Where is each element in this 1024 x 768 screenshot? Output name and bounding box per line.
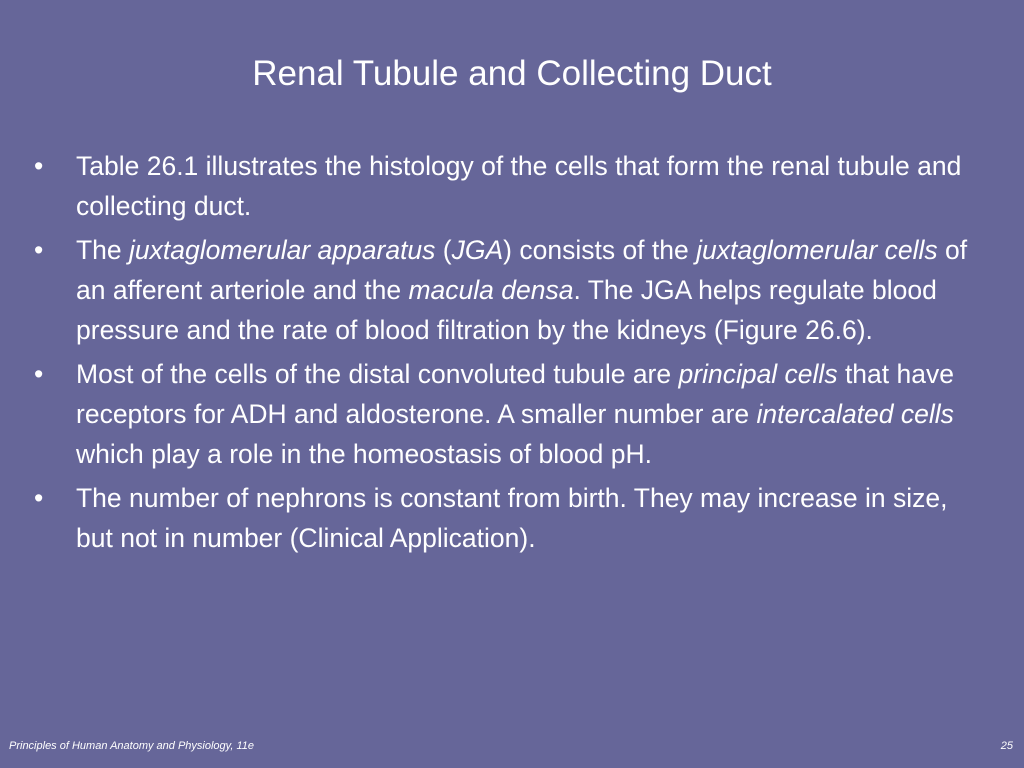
- italic-term: JGA: [451, 235, 504, 265]
- italic-term: intercalated cells: [756, 399, 954, 429]
- slide-title: Renal Tubule and Collecting Duct: [252, 54, 772, 93]
- italic-term: juxtaglomerular apparatus: [129, 235, 436, 265]
- bullet-dot-icon: •: [34, 235, 44, 265]
- text-run: Most of the cells of the distal convoluted tubule are: [76, 359, 679, 389]
- text-run: that have receptors for ADH and aldosterone. A smaller number are: [76, 359, 954, 429]
- bullet-item: [28, 146, 990, 226]
- bullet-text: [76, 235, 967, 345]
- bullet-text: [76, 483, 947, 553]
- italic-term: principal cells: [678, 359, 838, 389]
- footer-source: Principles of Human Anatomy and Physiology, 11e: [9, 740, 254, 752]
- text-run: ) consists of the: [503, 235, 697, 265]
- bullet-dot-icon: •: [34, 359, 44, 389]
- bullet-item: [28, 354, 990, 474]
- bullet-list: [28, 146, 990, 562]
- italic-term: macula densa: [408, 275, 574, 305]
- text-run: Table 26.1 illustrates the histology of the cells that form the renal tubule and collecting duct.: [76, 151, 962, 221]
- bullet-item: [28, 230, 990, 350]
- text-run: The: [76, 235, 130, 265]
- text-run: (: [435, 235, 452, 265]
- bullet-dot-icon: •: [34, 151, 44, 181]
- text-run: which play a role in the homeostasis of blood pH.: [76, 439, 652, 469]
- page-number: 25: [1000, 740, 1013, 752]
- bullet-dot-icon: •: [34, 483, 44, 513]
- text-run: . The JGA helps regulate blood pressure and the rate of blood filtration by the kidneys (Figure 26.6).: [76, 275, 937, 345]
- bullet-text: [76, 151, 961, 221]
- bullet-text: [76, 359, 954, 469]
- bullet-item: [28, 478, 990, 558]
- text-run: The number of nephrons is constant from birth. They may increase in size, but not in number (Clinical Application).: [76, 483, 948, 553]
- italic-term: juxtaglomerular cells: [696, 235, 938, 265]
- text-run: of an afferent arteriole and the: [76, 235, 968, 305]
